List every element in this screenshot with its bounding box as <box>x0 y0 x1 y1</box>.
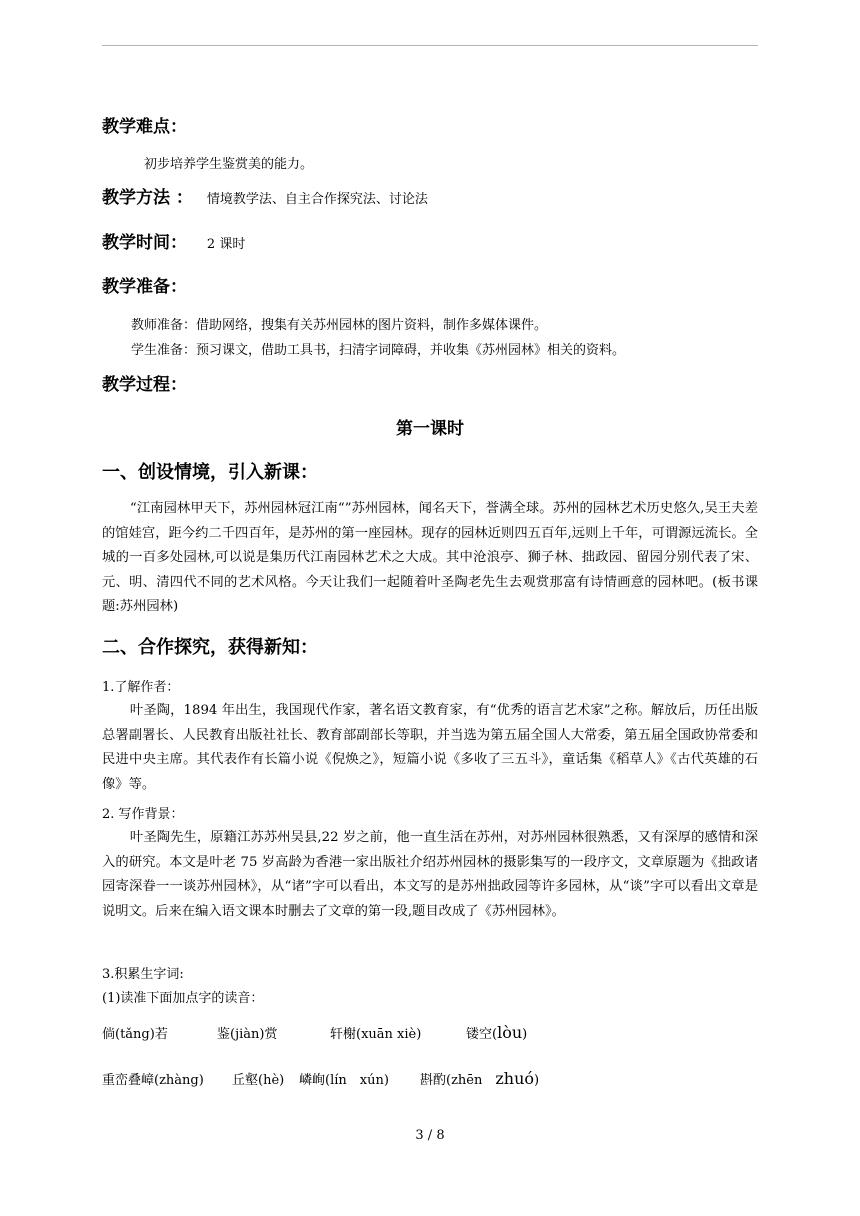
pinyin-word: zhuó <box>495 1069 535 1088</box>
difficulty-heading: 教学难点： <box>102 117 187 137</box>
item3-label: 3.积累生字词: <box>102 967 184 982</box>
method-heading-label: 教学方法 ： <box>102 188 193 208</box>
pinyin-word: ) <box>534 1073 540 1088</box>
page-number: 3 / 8 <box>415 1128 445 1143</box>
difficulty-text: 初步培养学生鉴赏美的能力。 <box>144 157 314 172</box>
item2-label: 2. 写作背景： <box>102 807 184 822</box>
item2-text: 叶圣陶先生，原籍江苏苏州吴县,22 岁之前，他一直生活在苏州，对苏州园林很熟悉，又有深厚的感情和深入的研究。本文是叶老 75 岁高龄为香港一家出版社介绍苏州园林的摄影集写的一段序文，文章原题为《拙政诸园寄深眷一一谈苏州园林》，从“诸”字可以看出，本文写的是苏州拙政园等许多园林，从“谈”字可以看出文章是说明文。后来在编入语文课本时删去了文章的第一段,题目改成了《苏州园林》。 <box>102 830 758 919</box>
lesson-title: 第一课时 <box>396 419 464 439</box>
time-heading <box>102 233 245 255</box>
pinyin-word: 鉴(jiàn)赏 <box>217 1027 278 1042</box>
prep-teacher: 教师准备：借助网络，搜集有关苏州园林的图片资料，制作多媒体课件。 <box>131 318 548 333</box>
prep-heading: 教学准备： <box>102 277 187 297</box>
pinyin-row-2 <box>102 1069 539 1088</box>
time-text: 2 课时 <box>206 237 246 252</box>
section2-heading: 二、合作探究，获得新知： <box>102 637 318 658</box>
pinyin-row-1 <box>102 1023 527 1042</box>
pinyin-word: 镂空( <box>466 1027 498 1042</box>
pinyin-word: 轩榭(xuān xiè) <box>330 1027 422 1042</box>
prep-student: 学生准备：预习课文，借助工具书，扫清字词障碍，并收集《苏州园林》相关的资料。 <box>131 343 626 358</box>
item1-text: 叶圣陶，1894 年出生，我国现代作家，著名语文教育家，有“优秀的语言艺术家”之称。解放后，历任出版总署副署长、人民教育出版社社长、教育部副部长等职，并当选为第五届全国人大常委，第五届全国政协常委和民进中央主席。其代表作有长篇小说《倪焕之》，短篇小说《多收了三五斗》，童话集《稻草人》《古代英雄的石像》等。 <box>102 703 758 792</box>
time-heading-label: 教学时间： <box>102 233 187 253</box>
pinyin-word: 嶙峋(lín xún) <box>299 1073 389 1088</box>
header-rule <box>102 45 758 46</box>
pinyin-word: 倘(tǎng)若 <box>102 1027 168 1042</box>
process-heading: 教学过程： <box>102 375 187 395</box>
pinyin-word: 斟酌(zhēn <box>420 1073 496 1088</box>
section1-heading: 一、创设情境，引入新课： <box>102 462 318 483</box>
item1-label: 1.了解作者： <box>102 680 180 695</box>
item3-sub: (1)读准下面加点字的读音： <box>102 991 264 1006</box>
method-heading <box>102 188 428 210</box>
pinyin-word: 重峦叠嶂(zhàng) <box>102 1073 204 1088</box>
method-text: 情境教学法、自主合作探究法、讨论法 <box>206 192 428 207</box>
pinyin-word: lòu <box>497 1023 523 1042</box>
section1-paragraph: “江南园林甲天下，苏州园林冠江南“”苏州园林，闻名天下，誉满全球。苏州的园林艺术历史悠久,吴王夫差的馆娃宫，距今约二千四百年，是苏州的第一座园林。现存的园林近则四五百年,远则上千年，可谓源远流长。全城的一百多处园林,可以说是集历代江南园林艺术之大成。其中沧浪亭、狮子林、拙政园、留园分别代表了宋、元、明、清四代不同的艺术风格。今天让我们一起随着叶圣陶老先生去观赏那富有诗情画意的园林吧。(板书课题:苏州园林) <box>102 501 758 614</box>
pinyin-word: ) <box>522 1027 528 1042</box>
pinyin-word: 丘壑(hè) <box>232 1073 285 1088</box>
